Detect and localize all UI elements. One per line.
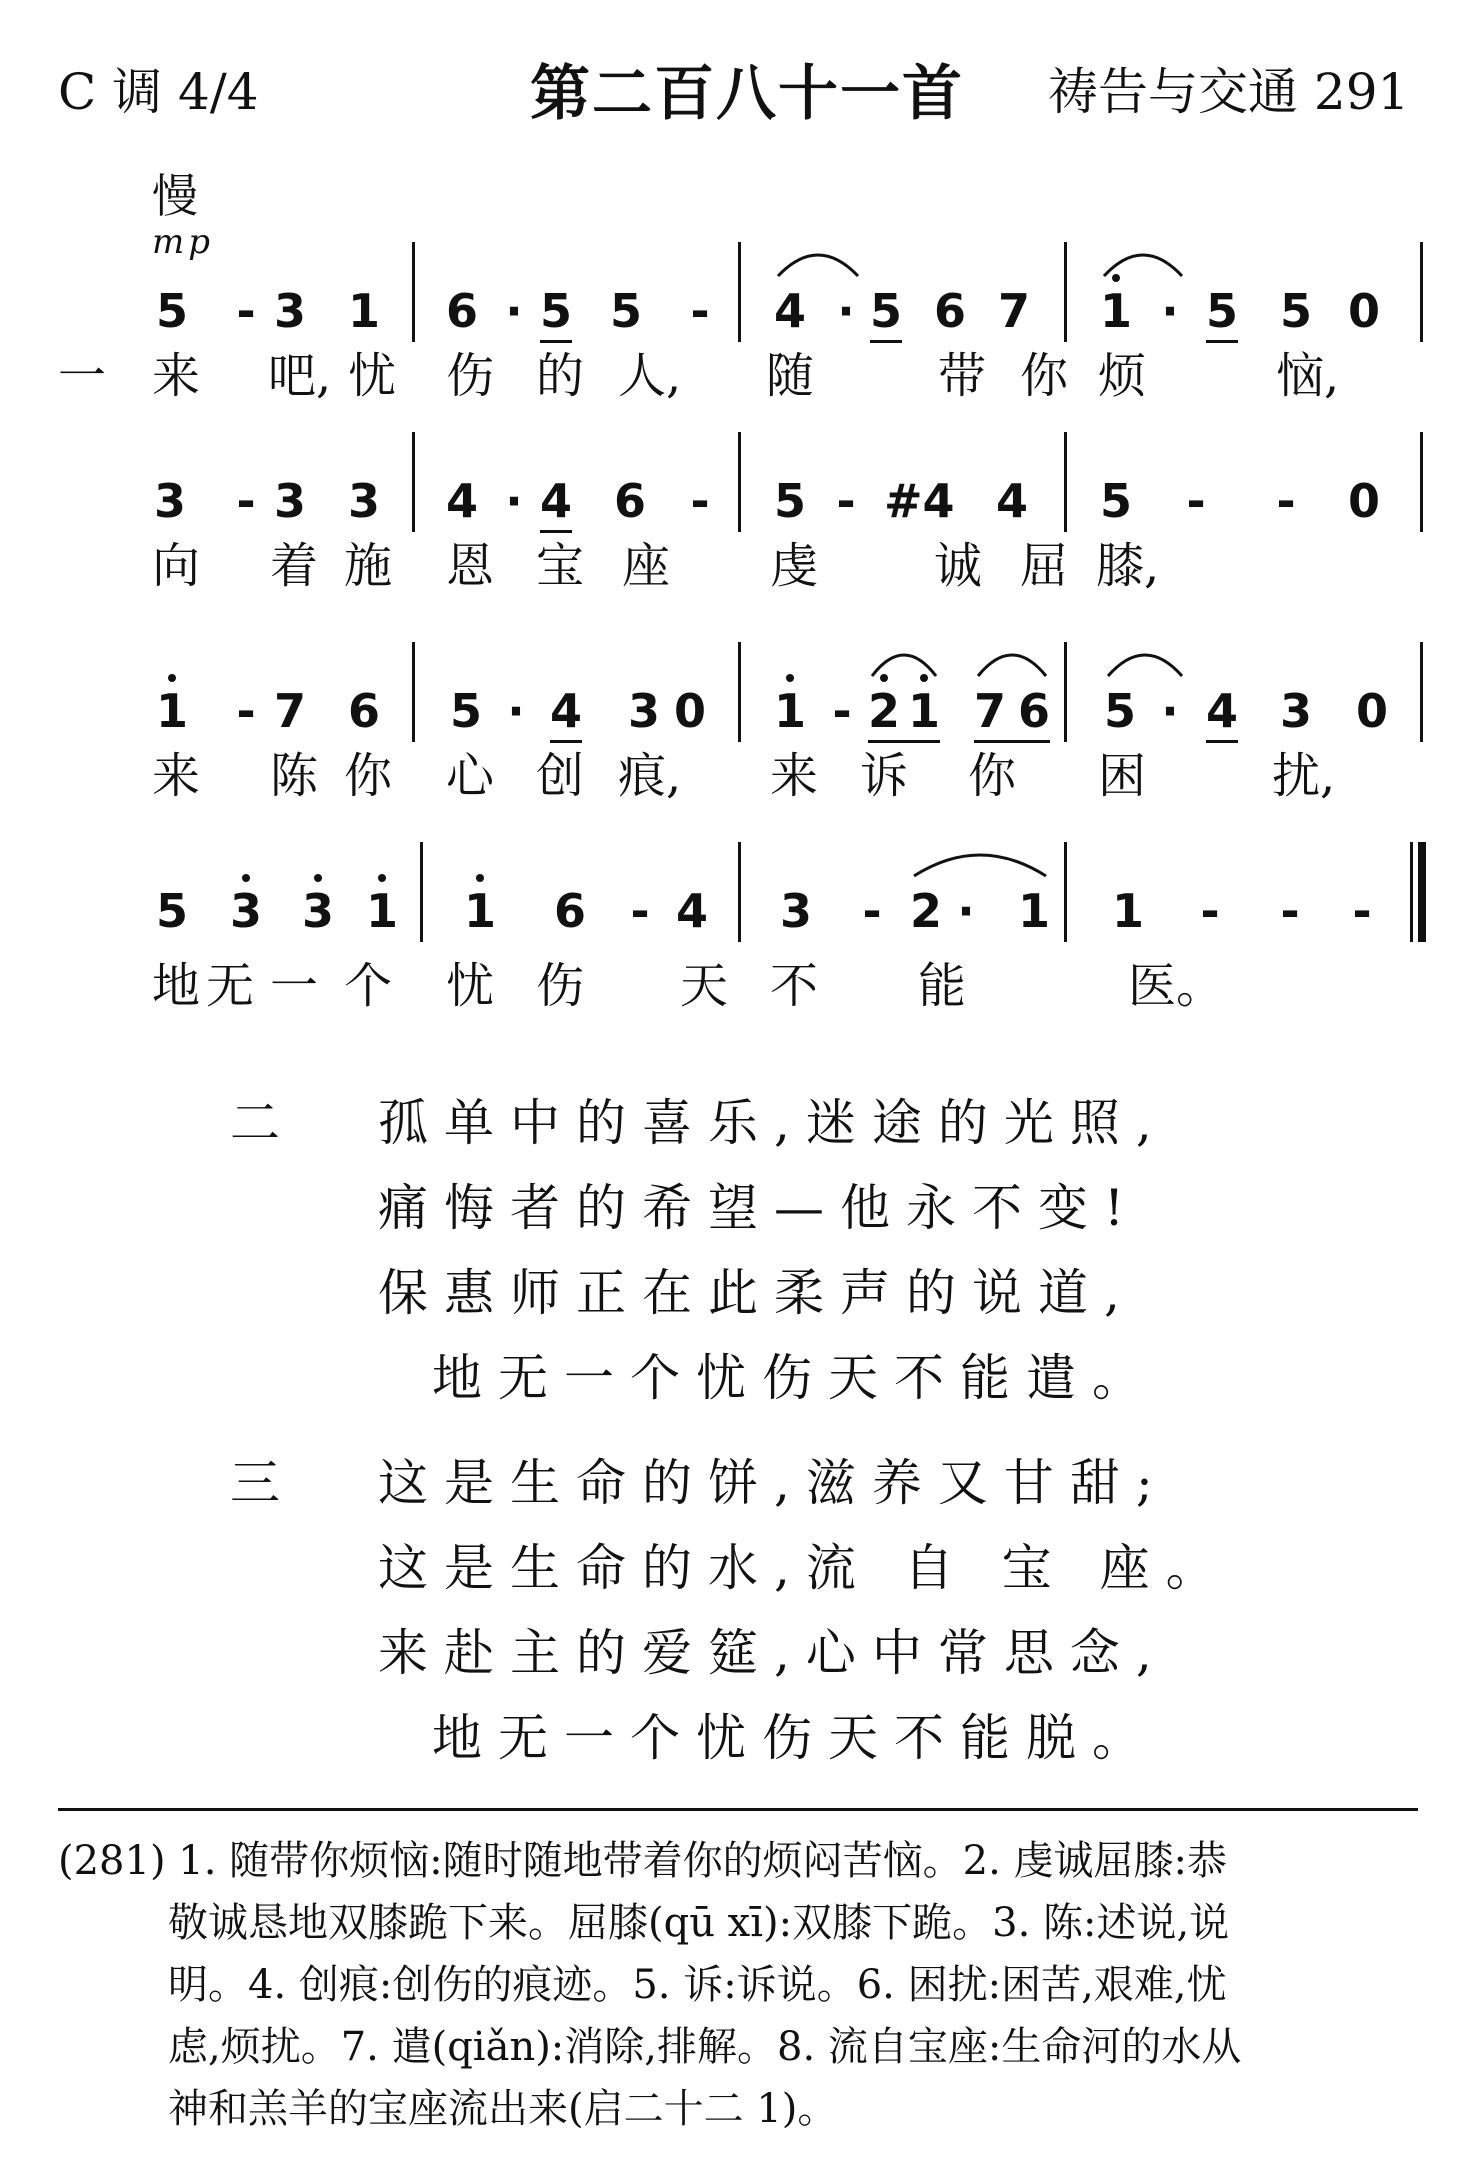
numbered-note: 3 (226, 888, 266, 934)
lyric-syllable: 忧 (347, 348, 396, 404)
footnote-line: 虑,烦扰。7. 遣(qiǎn):消除,排解。8. 流自宝座:生命河的水从 (168, 2024, 1242, 2070)
duration-underline (540, 530, 572, 533)
numbered-note: 5 (1205, 284, 1238, 338)
lyric-syllable: 膝, (1096, 538, 1160, 594)
lyric-syllable: 你 (343, 748, 392, 804)
footnote-line: 敬诚恳地双膝跪下来。屈膝(qū xī):双膝下跪。3. 陈:述说,说 (168, 1900, 1230, 1946)
octave-dot (242, 874, 250, 882)
octave-dot (314, 874, 322, 882)
dash-sustain: - (236, 684, 256, 738)
lyric-syllable: 医。 (1128, 958, 1225, 1014)
stanza-line: 地无一个忧伤天不能脱。 (432, 1709, 1158, 1767)
octave-dot (168, 674, 176, 682)
dash-sustain: - (236, 474, 256, 528)
dash-sustain: - (1280, 884, 1300, 938)
lyric-syllable: 来 (769, 748, 818, 804)
lyric-syllable: 来 (151, 348, 200, 404)
octave-dot (476, 874, 484, 882)
duration-underline (974, 740, 1050, 743)
duration-underline (1206, 340, 1238, 343)
lyric-syllable: 烦 (1097, 348, 1146, 404)
lyric-syllable: 个 (343, 958, 392, 1014)
lyric-syllable: 创 (535, 748, 584, 804)
barline (738, 642, 741, 742)
lyric-syllable: 伤 (445, 348, 494, 404)
stanza-number: 三 (230, 1454, 280, 1512)
dot-augment: · (507, 684, 525, 738)
barline (1420, 642, 1423, 742)
stanza-line: 来赴主的爱筵,心中常思念, (378, 1624, 1168, 1682)
barline (412, 432, 415, 532)
slur (976, 640, 1048, 680)
dash-sustain: - (862, 884, 882, 938)
barline (1410, 842, 1413, 942)
duration-underline (868, 740, 940, 743)
lyric-syllable: 座 (621, 538, 670, 594)
numbered-note: 1 (152, 688, 192, 734)
slur (870, 640, 938, 680)
dash-sustain: - (832, 684, 852, 738)
numbered-note: 5 (449, 684, 482, 738)
lyric-syllable: 随 (765, 348, 814, 404)
barline (738, 242, 741, 342)
numbered-note: 5 (539, 284, 572, 338)
lyric-syllable: 不 (769, 958, 818, 1014)
slur (912, 840, 1048, 880)
numbered-note: 4 (675, 884, 708, 938)
lyric-syllable: 的 (535, 348, 584, 404)
lyric-syllable: 伤 (535, 958, 584, 1014)
numbered-note: 6 (347, 684, 380, 738)
dash-sustain: - (690, 474, 710, 528)
lyric-syllable: 痕, (618, 748, 682, 804)
octave-dot (786, 674, 794, 682)
numbered-note: 3 (347, 474, 380, 528)
duration-underline (540, 340, 572, 343)
numbered-note: 6 (933, 284, 966, 338)
lyric-syllable: 恩 (445, 538, 494, 594)
numbered-note: 3 (273, 474, 306, 528)
slur (776, 240, 860, 280)
lyric-syllable: 虔 (769, 538, 818, 594)
stanza-line: 痛悔者的希望—他永不变! (378, 1179, 1141, 1237)
numbered-note: 3 (779, 884, 812, 938)
numbered-note: 1 (1111, 884, 1144, 938)
numbered-note: 1 (362, 888, 402, 934)
numbered-note: #4 (884, 474, 955, 528)
lyric-syllable: 你 (967, 748, 1016, 804)
stanza-number: 二 (230, 1094, 280, 1152)
lyric-syllable: 天 (679, 958, 728, 1014)
dynamic-marking: mp (152, 222, 215, 262)
numbered-note: 1 (460, 888, 500, 934)
numbered-note: 4 (995, 474, 1028, 528)
numbered-note: 4 (773, 284, 806, 338)
stanza-line: 孤单中的喜乐,迷途的光照, (378, 1094, 1168, 1152)
numbered-note: 0 (1355, 684, 1388, 738)
numbered-note: 1 (347, 284, 380, 338)
numbered-note: 1 (904, 688, 944, 734)
lyric-syllable: 忧 (445, 958, 494, 1014)
duration-underline (870, 340, 902, 343)
numbered-note: 3 (153, 474, 186, 528)
tempo-marking: 慢 (152, 169, 198, 223)
slur (1106, 640, 1184, 680)
dash-sustain: - (1276, 474, 1296, 528)
lyric-syllable: 诚 (933, 538, 982, 594)
lyric-syllable: 你 (1019, 348, 1068, 404)
numbered-note: 6 (1017, 684, 1050, 738)
category-label: 祷告与交通 291 (1048, 63, 1410, 121)
lyric-syllable: 无 (205, 958, 254, 1014)
numbered-note: 0 (1347, 474, 1380, 528)
footnotes (58, 1830, 1418, 2140)
barline (420, 842, 423, 942)
key-signature: C 调 4/4 (58, 63, 259, 121)
lyric-line (0, 348, 1470, 412)
numbered-note: 5 (1103, 684, 1136, 738)
footnote-divider (58, 1808, 1418, 1811)
barline (1420, 242, 1423, 342)
lyric-line (0, 538, 1470, 602)
dot-augment: · (1161, 284, 1179, 338)
numbered-note: 2 (864, 688, 904, 734)
footnote-line: 神和羔羊的宝座流出来(启二十二 1)。 (168, 2086, 838, 2132)
barline (1064, 642, 1067, 742)
numbered-note: 2 (909, 884, 942, 938)
lyric-syllable: 向 (151, 538, 200, 594)
barline (412, 242, 415, 342)
lyric-line (0, 958, 1470, 1022)
dash-sustain: - (630, 884, 650, 938)
dash-sustain: - (236, 284, 256, 338)
duration-underline (550, 740, 582, 743)
slur (1102, 240, 1184, 280)
numbered-note: 5 (773, 474, 806, 528)
numbered-note: 0 (1347, 284, 1380, 338)
stanza-line: 这是生命的水,流 自 宝 座。 (378, 1539, 1232, 1597)
barline (1064, 242, 1067, 342)
numbered-note: 7 (973, 684, 1006, 738)
lyric-syllable: 着 (269, 538, 318, 594)
numbered-note: 5 (155, 884, 188, 938)
lyric-syllable: 人, (618, 348, 682, 404)
barline (1420, 432, 1423, 532)
lyric-syllable: 困 (1097, 748, 1146, 804)
numbered-note: 3 (298, 888, 338, 934)
lyric-syllable: 心 (445, 748, 494, 804)
numbered-note: 1 (1017, 884, 1050, 938)
stanza-line: 地无一个忧伤天不能遣。 (432, 1349, 1158, 1407)
dot-augment: · (505, 284, 523, 338)
numbered-note: 4 (1205, 684, 1238, 738)
lyric-syllable: 吧, (268, 348, 332, 404)
dot-augment: · (957, 884, 975, 938)
lyric-syllable: 能 (917, 958, 966, 1014)
dash-sustain: - (690, 284, 710, 338)
footnote-line: 明。4. 创痕:创伤的痕迹。5. 诉:诉说。6. 困扰:困苦,艰难,忧 (168, 1962, 1227, 2008)
numbered-note: 1 (1096, 288, 1136, 334)
lyric-syllable: 恼, (1276, 348, 1340, 404)
numbered-note: 5 (869, 284, 902, 338)
lyric-syllable: 施 (343, 538, 392, 594)
octave-dot (378, 874, 386, 882)
lyric-syllable: 带 (937, 348, 986, 404)
dot-augment: · (505, 474, 523, 528)
dot-augment: · (837, 284, 855, 338)
numbered-note: 5 (1099, 474, 1132, 528)
lyric-syllable: 宝 (535, 538, 584, 594)
numbered-note: 6 (445, 284, 478, 338)
lyric-syllable: 陈 (269, 748, 318, 804)
numbered-note: 6 (613, 474, 646, 528)
numbered-note: 3 (627, 684, 660, 738)
lyric-syllable: 地 (151, 958, 200, 1014)
barline (1064, 842, 1067, 942)
dot-augment: · (1161, 684, 1179, 738)
barline (1064, 432, 1067, 532)
lyric-syllable: 诉 (859, 748, 908, 804)
lyric-line (0, 748, 1470, 812)
numbered-note: 4 (539, 474, 572, 528)
final-barline (1418, 842, 1426, 942)
numbered-note: 5 (609, 284, 642, 338)
footnote-line: (281) 1. 随带你烦恼:随时随地带着你的烦闷苦恼。2. 虔诚屈膝:恭 (58, 1838, 1227, 1884)
numbered-note: 0 (673, 684, 706, 738)
barline (738, 432, 741, 532)
stanza-line: 保惠师正在此柔声的说道, (378, 1264, 1136, 1322)
stanza-line: 这是生命的饼,滋养又甘甜; (378, 1454, 1169, 1512)
numbered-note: 7 (997, 284, 1030, 338)
page-title: 第二百八十一首 (530, 59, 964, 129)
dash-sustain: - (1200, 884, 1220, 938)
numbered-note: 4 (549, 684, 582, 738)
barline (738, 842, 741, 942)
barline (412, 642, 415, 742)
dash-sustain: - (1186, 474, 1206, 528)
duration-underline (1206, 740, 1238, 743)
numbered-note: 3 (1279, 684, 1312, 738)
dash-sustain: - (1352, 884, 1372, 938)
lyric-syllable: 一 (269, 958, 318, 1014)
lyric-syllable: 来 (151, 748, 200, 804)
numbered-note: 7 (273, 684, 306, 738)
numbered-note: 3 (273, 284, 306, 338)
numbered-note: 5 (155, 284, 188, 338)
verse-number: 一 (58, 348, 107, 404)
numbered-note: 1 (770, 688, 810, 734)
lyric-syllable: 屈 (1019, 538, 1068, 594)
numbered-note: 4 (445, 474, 478, 528)
numbered-note: 6 (553, 884, 586, 938)
dash-sustain: - (836, 474, 856, 528)
music-system (0, 862, 1470, 972)
numbered-note: 5 (1279, 284, 1312, 338)
lyric-syllable: 扰, (1272, 748, 1336, 804)
